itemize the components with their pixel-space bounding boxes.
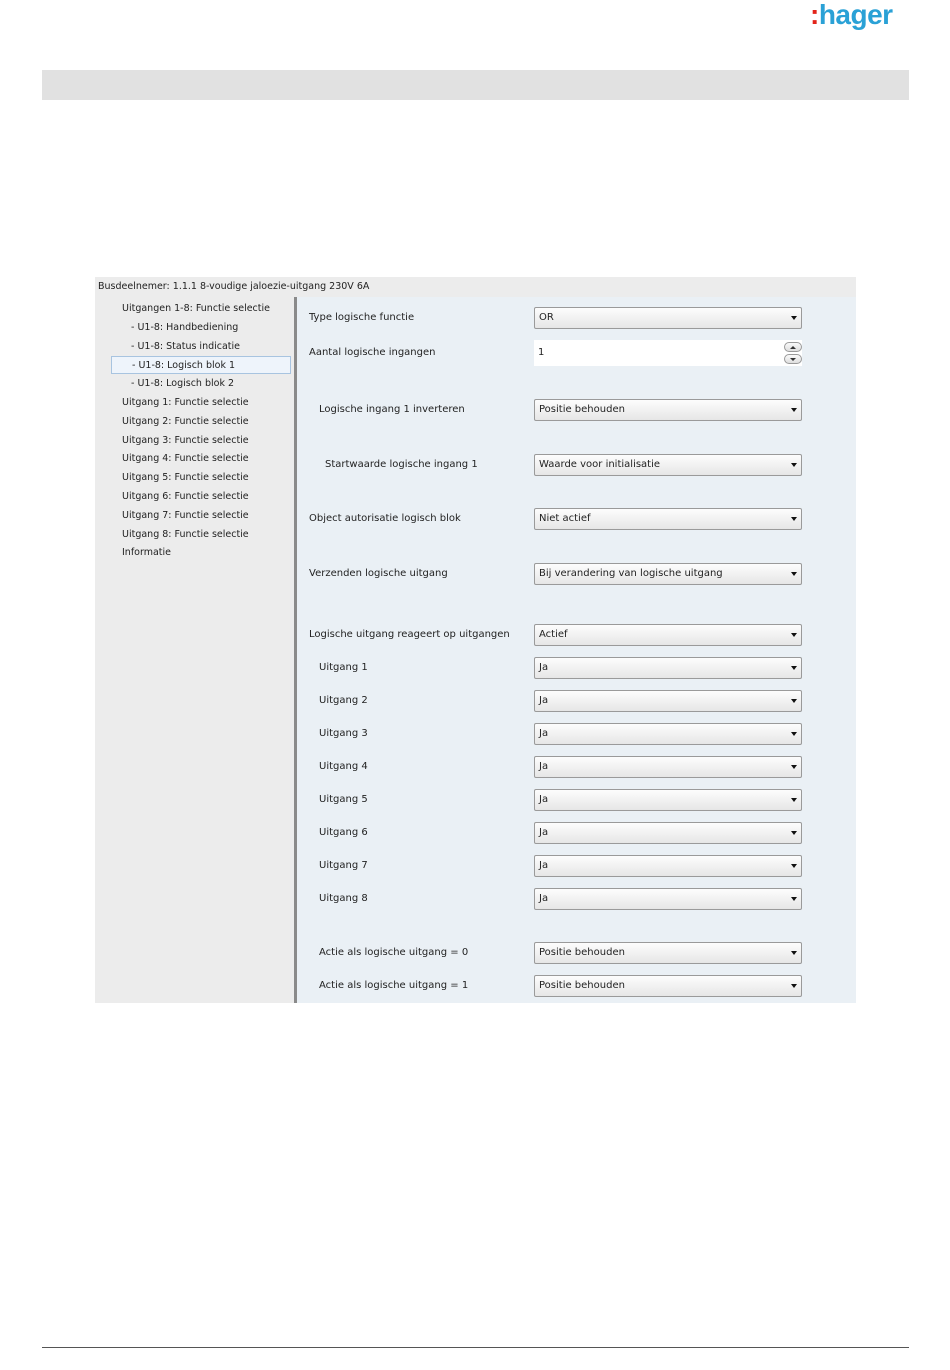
- chevron-down-icon: [791, 463, 797, 467]
- panel-divider[interactable]: [294, 297, 297, 1003]
- stepper-up-button[interactable]: [784, 342, 802, 352]
- label-logische-uitgang-reageert: Logische uitgang reageert op uitgangen: [309, 629, 510, 640]
- label-actie-uitgang-1: Actie als logische uitgang = 1: [319, 980, 469, 991]
- sidebar-item-logisch-blok-1[interactable]: - U1-8: Logisch blok 1: [111, 356, 291, 374]
- startwaarde-logische-ingang-1-select[interactable]: [534, 454, 802, 476]
- label-startwaarde-logische-ingang-1: Startwaarde logische ingang 1: [325, 459, 478, 470]
- sidebar-item-uitgang-7[interactable]: Uitgang 7: Functie selectie: [122, 510, 249, 521]
- select-value: Niet actief: [539, 513, 591, 524]
- uitgang-3-select[interactable]: [534, 723, 802, 745]
- chevron-down-icon: [791, 831, 797, 835]
- label-object-autorisatie: Object autorisatie logisch blok: [309, 513, 461, 524]
- uitgang-5-select[interactable]: [534, 789, 802, 811]
- stepper-down-button[interactable]: [784, 354, 802, 364]
- chevron-down-icon: [791, 572, 797, 576]
- label-type-logische-functie: Type logische functie: [309, 312, 415, 323]
- sidebar-item-uitgang-5[interactable]: Uitgang 5: Functie selectie: [122, 472, 249, 483]
- actie-uitgang-1-select[interactable]: [534, 975, 802, 997]
- chevron-down-icon: [791, 984, 797, 988]
- chevron-down-icon: [791, 864, 797, 868]
- chevron-down-icon: [791, 951, 797, 955]
- label-uitgang-1: Uitgang 1: [319, 662, 368, 673]
- label-uitgang-8: Uitgang 8: [319, 893, 368, 904]
- label-uitgang-4: Uitgang 4: [319, 761, 368, 772]
- aantal-logische-ingangen-stepper[interactable]: [534, 340, 802, 366]
- select-value: Ja: [539, 827, 549, 838]
- sidebar-item-uitgang-1[interactable]: Uitgang 1: Functie selectie: [122, 397, 249, 408]
- select-value: Ja: [539, 662, 549, 673]
- label-uitgang-2: Uitgang 2: [319, 695, 368, 706]
- label-actie-uitgang-0: Actie als logische uitgang = 0: [319, 947, 469, 958]
- select-value: Bij verandering van logische uitgang: [539, 568, 723, 579]
- sidebar-item-uitgangen-1-8[interactable]: Uitgangen 1-8: Functie selectie: [122, 303, 270, 314]
- uitgang-4-select[interactable]: [534, 756, 802, 778]
- sidebar-item-uitgang-2[interactable]: Uitgang 2: Functie selectie: [122, 416, 249, 427]
- select-value: Ja: [539, 695, 549, 706]
- uitgang-8-select[interactable]: [534, 888, 802, 910]
- uitgang-6-select[interactable]: [534, 822, 802, 844]
- verzenden-logische-uitgang-select[interactable]: [534, 563, 802, 585]
- window-title: Busdeelnemer: 1.1.1 8-voudige jaloezie-uitgang 230V 6A: [95, 277, 856, 297]
- uitgang-7-select[interactable]: [534, 855, 802, 877]
- chevron-down-icon: [791, 798, 797, 802]
- select-value: Ja: [539, 761, 549, 772]
- select-value: Ja: [539, 728, 549, 739]
- label-uitgang-6: Uitgang 6: [319, 827, 368, 838]
- select-value: Ja: [539, 860, 549, 871]
- sidebar-item-uitgang-4[interactable]: Uitgang 4: Functie selectie: [122, 453, 249, 464]
- chevron-down-icon: [791, 316, 797, 320]
- sidebar: [95, 297, 294, 1003]
- chevron-down-icon: [791, 517, 797, 521]
- actie-uitgang-0-select[interactable]: [534, 942, 802, 964]
- chevron-down-icon: [791, 765, 797, 769]
- select-value: Ja: [539, 794, 549, 805]
- hager-logo: [810, 0, 893, 30]
- chevron-down-icon: [791, 699, 797, 703]
- sidebar-item-uitgang-3[interactable]: Uitgang 3: Functie selectie: [122, 435, 249, 446]
- select-value: Waarde voor initialisatie: [539, 459, 661, 470]
- stepper-value: 1: [538, 347, 545, 358]
- sidebar-item-uitgang-6[interactable]: Uitgang 6: Functie selectie: [122, 491, 249, 502]
- label-aantal-logische-ingangen: Aantal logische ingangen: [309, 347, 436, 358]
- logo-word: hager: [818, 0, 893, 30]
- chevron-down-icon: [791, 633, 797, 637]
- label-uitgang-7: Uitgang 7: [319, 860, 368, 871]
- select-value: Actief: [539, 629, 568, 640]
- parameter-window: [95, 277, 856, 1003]
- sidebar-item-informatie[interactable]: Informatie: [122, 547, 172, 558]
- sidebar-item-status-indicatie[interactable]: - U1-8: Status indicatie: [131, 341, 241, 352]
- label-verzenden-logische-uitgang: Verzenden logische uitgang: [309, 568, 448, 579]
- select-value: Positie behouden: [539, 980, 625, 991]
- uitgang-1-select[interactable]: [534, 657, 802, 679]
- select-value: OR: [539, 312, 554, 323]
- select-value: Positie behouden: [539, 947, 625, 958]
- sidebar-item-uitgang-8[interactable]: Uitgang 8: Functie selectie: [122, 529, 249, 540]
- label-uitgang-3: Uitgang 3: [319, 728, 368, 739]
- select-value: Positie behouden: [539, 404, 625, 415]
- logo-colon: :: [810, 0, 819, 30]
- chevron-down-icon: [791, 732, 797, 736]
- chevron-down-icon: [791, 666, 797, 670]
- footer-divider: [42, 1347, 909, 1348]
- logische-ingang-1-inverteren-select[interactable]: [534, 399, 802, 421]
- uitgang-2-select[interactable]: [534, 690, 802, 712]
- type-logische-functie-select[interactable]: [534, 307, 802, 329]
- logische-uitgang-reageert-select[interactable]: [534, 624, 802, 646]
- chevron-down-icon: [791, 408, 797, 412]
- arrow-up-icon: [790, 346, 796, 349]
- chevron-down-icon: [791, 897, 797, 901]
- header-bar: [42, 70, 909, 100]
- label-uitgang-5: Uitgang 5: [319, 794, 368, 805]
- object-autorisatie-select[interactable]: [534, 508, 802, 530]
- label-logische-ingang-1-inverteren: Logische ingang 1 inverteren: [319, 404, 465, 415]
- sidebar-item-handbediening[interactable]: - U1-8: Handbediening: [131, 322, 239, 333]
- sidebar-item-logisch-blok-2[interactable]: - U1-8: Logisch blok 2: [131, 378, 235, 389]
- select-value: Ja: [539, 893, 549, 904]
- arrow-down-icon: [790, 358, 796, 361]
